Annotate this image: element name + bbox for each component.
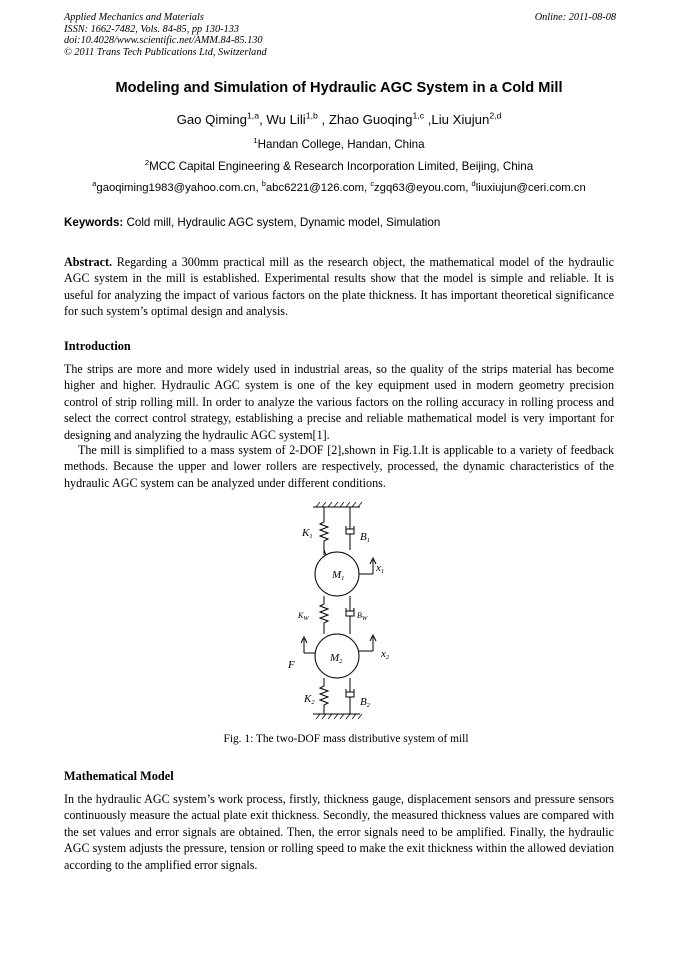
email-link[interactable]: gaoqiming1983@yahoo.com.cn, (96, 182, 262, 194)
figure-1 (280, 500, 410, 725)
online-date: Online: 2011-08-08 (534, 12, 616, 23)
issn-line: ISSN: 1662-7482, Vols. 84-85, pp 130-133 (64, 23, 240, 35)
introduction-paragraph-2: The mill is simplified to a mass system of 2-DOF [2],shown in Fig.1.It is applicable to a variety of feedback methods. Because the upper and lower rollers are respectively, processed, the dynamic characteristics of the hydraulic AGC system can be analyzed under different conditions. (64, 443, 614, 490)
affiliation-1: $^1$Handan College, Handan, China (253, 136, 425, 151)
label-m1: M1 (332, 569, 345, 582)
label-x2: x2 (381, 648, 390, 661)
email-link[interactable]: liuxiujun@ceri.com.cn (475, 182, 586, 194)
email-list: $^a$gaoqiming1983@yahoo.com.cn, $^b$abc6221@126.com, $^c$zgq63@eyou.com, $^d$liuxiujun@ceri.com.cn (92, 179, 586, 194)
paper-title: Modeling and Simulation of Hydraulic AGC System in a Cold Mill (115, 80, 563, 96)
math-model-paragraph: In the hydraulic AGC system’s work process, firstly, thickness gauge, displacement sensors and pressure sensors continuously measure the actual plate exit thickness. Secondly, the measured thickness values are compared with the set values and error signals are obtained. Then, the error signals need to be amplified. Finally, the hydraulic AGC system adjusts the pressure, tension or rolling speed to make the exit thickness within the allowed deviation according to the amplified error signals. (64, 792, 614, 872)
abstract-label: Abstract. (64, 255, 113, 269)
journal-header (64, 12, 616, 58)
introduction-heading: Introduction (64, 339, 131, 353)
two-dof-diagram (280, 500, 410, 725)
abstract-text: Regarding a 300mm practical mill as the research object, the mathematical model of the hydraulic AGC system in the mill is established. Experimental results show that the model is simple and reliable. It is useful for analyzing the impact of various factors on the plate thickness. It has important theoretical significance for such system’s optimal design and analysis. (64, 255, 614, 319)
damper-bw (346, 596, 354, 634)
keywords-text: Cold mill, Hydraulic AGC system, Dynamic model, Simulation (126, 216, 441, 229)
math-model-heading: Mathematical Model (64, 769, 174, 783)
email-link[interactable]: abc6221@126.com, (265, 182, 371, 194)
doi-line: doi:10.4028/www.scientific.net/AMM.84-85.130 (64, 35, 263, 47)
email-link[interactable]: zgq63@eyou.com, (374, 182, 472, 194)
author: Zhao Guoqing$^{1,c}$ , (328, 110, 432, 127)
journal-name: Applied Mechanics and Materials (64, 12, 204, 23)
label-k1: K1 (302, 527, 313, 540)
bottom-ground-hatch (316, 714, 362, 719)
author: Wu Lili$^{1,b}$ , (266, 110, 329, 127)
label-k2: K2 (304, 693, 315, 706)
keywords-label: Keywords: (64, 216, 124, 229)
spring-k1 (320, 507, 328, 550)
spring-k2 (320, 678, 328, 714)
affiliation-2: $^2$MCC Capital Engineering & Research Incorporation Limited, Beijing, China (144, 158, 534, 173)
label-kw: $K_W$ (298, 611, 309, 622)
spring-kw (320, 596, 328, 634)
figure-caption: Fig. 1: The two-DOF mass distributive system of mill (223, 733, 469, 745)
label-x1: x1 (376, 562, 385, 575)
label-b1: B1 (360, 531, 370, 544)
keywords (64, 216, 440, 229)
author-list (40, 112, 638, 127)
damper-b2 (346, 678, 354, 714)
label-m2: M2 (330, 652, 343, 665)
top-ground-hatch (316, 502, 362, 507)
label-f: F (288, 659, 295, 671)
label-bw: $B_W$ (357, 611, 368, 622)
label-b2: B2 (360, 696, 370, 709)
introduction-paragraph-1: The strips are more and more widely used in industrial areas, so the quality of the strips material has become higher and higher. Hydraulic AGC system is one of the key equipment used in modern geometry precision control of strip rolling mill. In order to analyze the various factors on the rolling accuracy in rolling process and select the correct control strategy, establishing a precise and reliable mathematical model is very important for designing and analyzing the hydraulic AGC system[1]. (64, 362, 614, 442)
abstract (64, 254, 614, 320)
damper-b1 (346, 507, 354, 550)
author: Liu Xiujun$^{2,d}$ (431, 110, 502, 127)
copyright-line: © 2011 Trans Tech Publications Ltd, Switzerland (64, 46, 267, 58)
author: Gao Qiming$^{1,a}$, (176, 110, 267, 127)
